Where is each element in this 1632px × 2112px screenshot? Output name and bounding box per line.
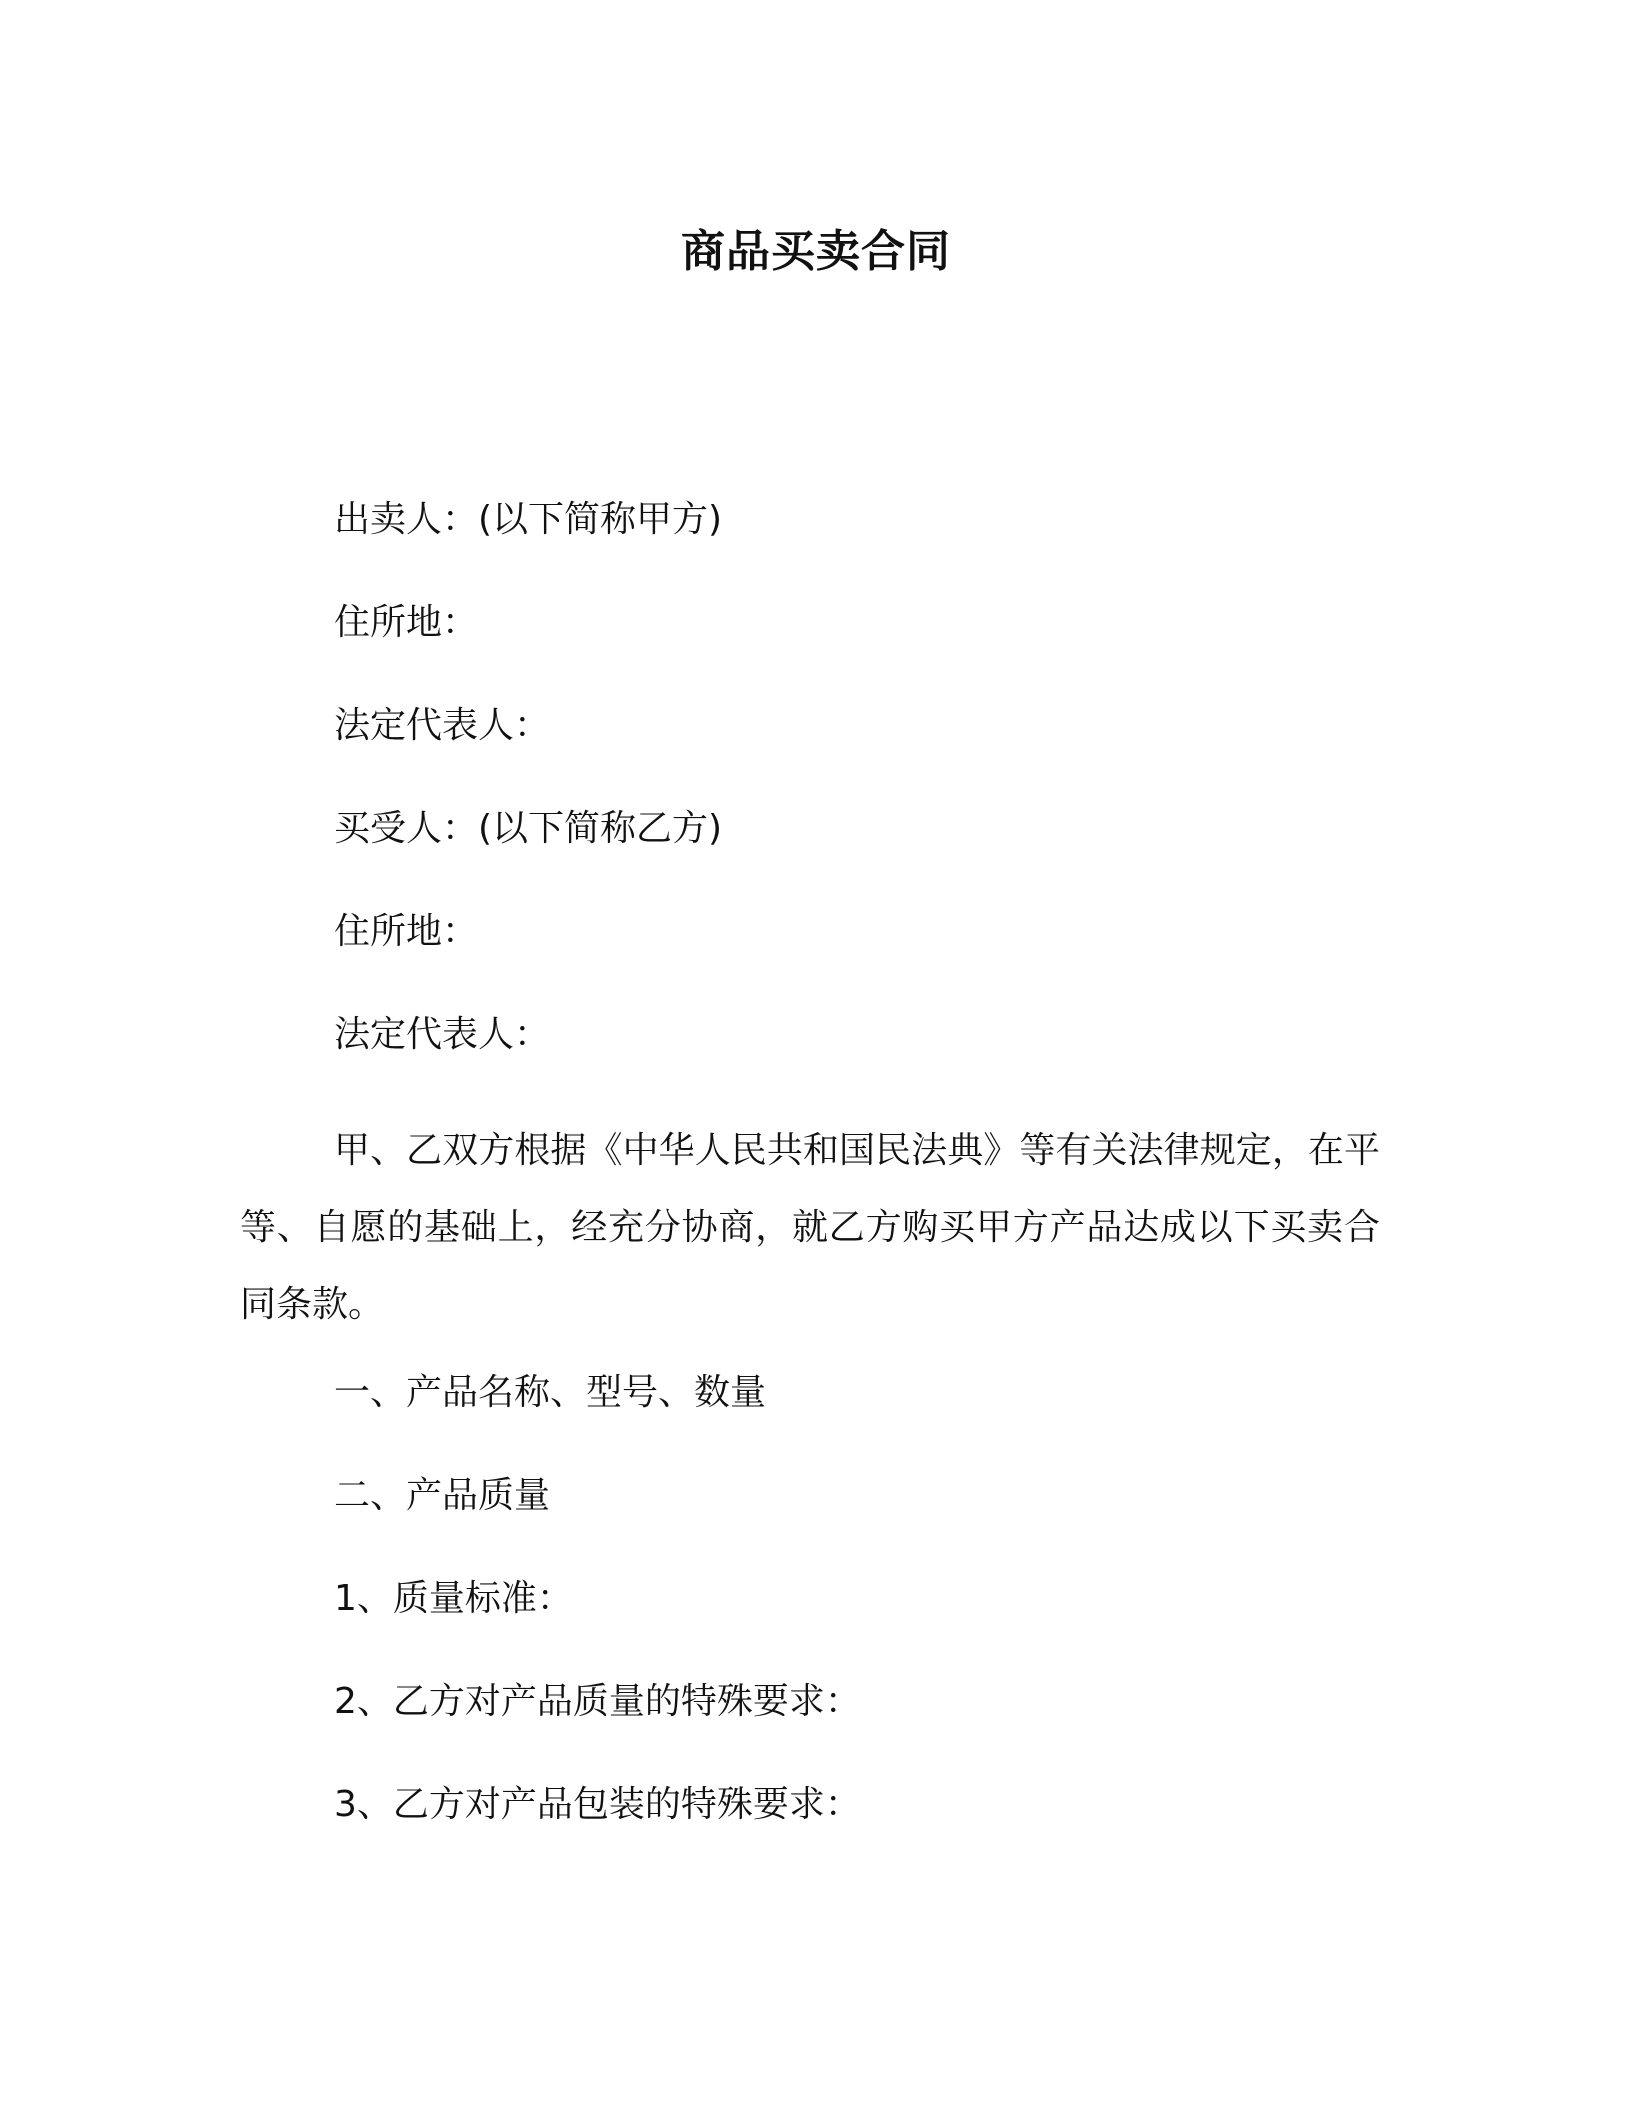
quality-requirement-item: 2、乙方对产品质量的特殊要求： bbox=[334, 1681, 861, 1722]
document-title: 商品买卖合同 bbox=[681, 226, 951, 277]
seller-label: 出卖人：(以下简称甲方) bbox=[334, 499, 723, 540]
quality-standard-item: 1、质量标准： bbox=[334, 1578, 573, 1619]
buyer-label: 买受人：(以下简称乙方) bbox=[334, 808, 723, 849]
buyer-address-label: 住所地： bbox=[334, 911, 479, 952]
seller-representative-label: 法定代表人： bbox=[334, 705, 551, 746]
section-1-heading: 一、产品名称、型号、数量 bbox=[334, 1372, 767, 1413]
packaging-requirement-item: 3、乙方对产品包装的特殊要求： bbox=[334, 1784, 861, 1825]
seller-address-label: 住所地： bbox=[334, 602, 479, 643]
buyer-representative-label: 法定代表人： bbox=[334, 1014, 551, 1055]
preamble-paragraph: 甲、乙双方根据《中华人民共和国民法典》等有关法律规定，在平等、自愿的基础上，经充分协商，就乙方购买甲方产品达成以下买卖合同条款。 bbox=[240, 1130, 1380, 1325]
section-2-heading: 二、产品质量 bbox=[334, 1475, 551, 1516]
